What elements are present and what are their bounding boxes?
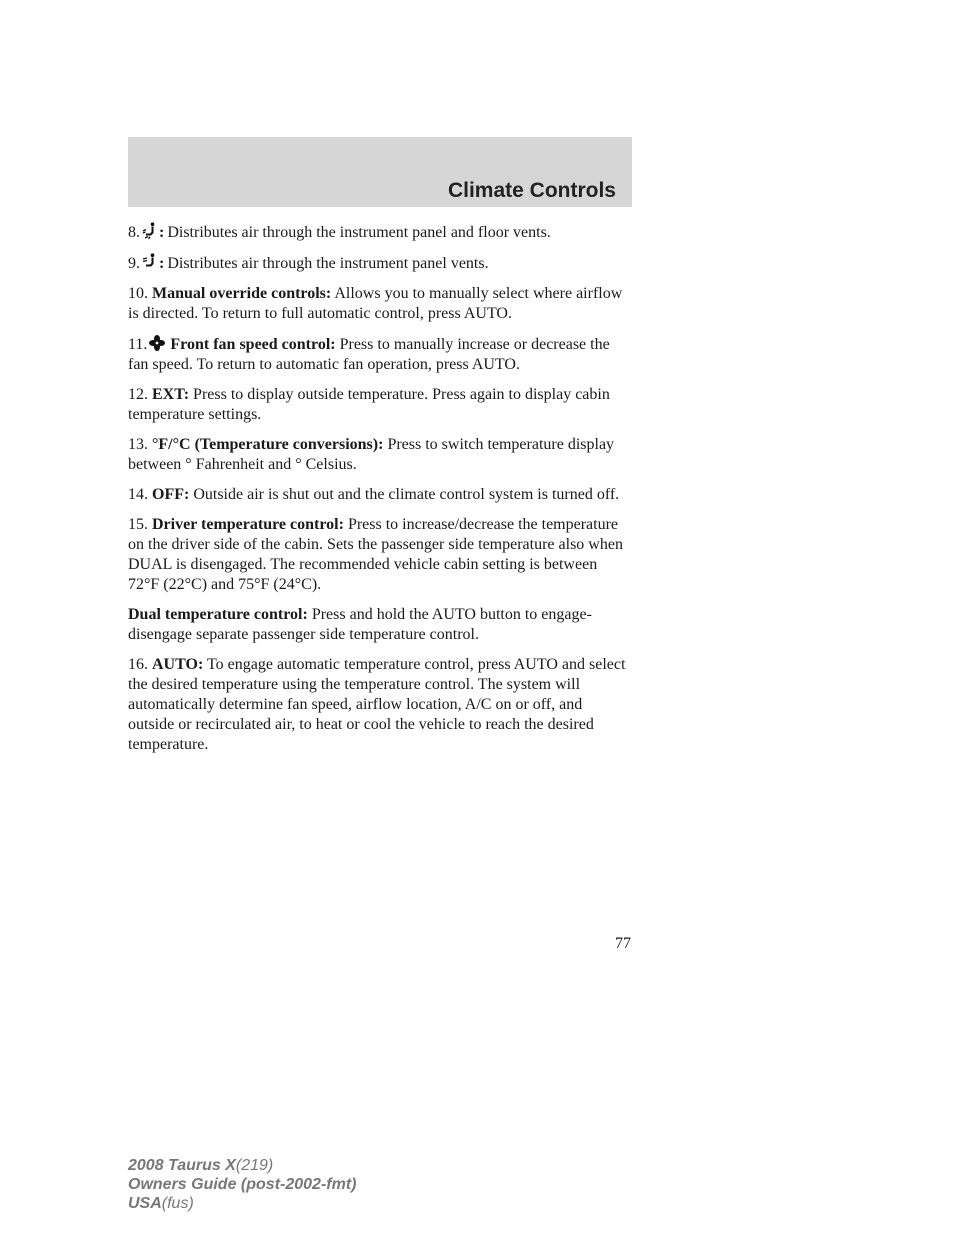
list-item-dual	[128, 605, 632, 645]
item-term: OFF:	[152, 486, 190, 503]
footer	[128, 1156, 356, 1213]
item-text: To engage automatic temperature control, press AUTO and select the desired temperature using the temperature control. The system will automatically determine fan speed, airflow location, A/C on or off, and outside or recirculated air, to heat or cool the vehicle to reach the desired temperature.	[128, 656, 626, 753]
footer-market-code: (fus)	[161, 1195, 194, 1212]
page-number: 77	[615, 935, 631, 952]
item-number: 11.	[128, 336, 148, 353]
list-item-9	[128, 253, 632, 274]
item-text: Outside air is shut out and the climate control system is turned off.	[193, 486, 620, 503]
page-content	[128, 222, 632, 765]
item-term: :	[159, 224, 165, 241]
list-item-13	[128, 435, 632, 475]
item-number: 12.	[128, 386, 148, 403]
footer-guide: Owners Guide (post-2002-fmt)	[128, 1176, 357, 1193]
item-term: AUTO:	[152, 656, 204, 673]
footer-model: 2008 Taurus X	[128, 1157, 236, 1174]
item-number: 10.	[128, 285, 148, 302]
item-term: :	[159, 255, 165, 272]
footer-model-code: (219)	[235, 1157, 274, 1174]
item-term: Driver temperature control:	[152, 516, 344, 533]
footer-line-1	[128, 1156, 356, 1175]
item-text: Press to display outside temperature. Press again to display cabin temperature settings.	[128, 386, 610, 423]
panel-vent-icon	[142, 253, 158, 271]
item-text: Press to increase/decrease the temperature on the driver side of the cabin. Sets the passenger side temperature also when DUAL is disengaged. The recommended vehicle cabin setting is between 72°F (22°C) and 75°F (24°C).	[128, 516, 623, 593]
list-item-12	[128, 385, 632, 425]
item-term: Dual temperature control:	[128, 606, 308, 623]
item-term: Front fan speed control:	[170, 336, 336, 353]
panel-floor-vent-icon	[142, 222, 158, 240]
footer-market: USA	[128, 1195, 162, 1212]
item-number: 8.	[128, 224, 140, 241]
item-text: Press to manually increase or decrease the fan speed. To return to automatic fan operation, press AUTO.	[128, 336, 610, 373]
section-header-band	[128, 137, 632, 207]
list-item-15	[128, 515, 632, 595]
item-term: EXT:	[152, 386, 190, 403]
item-text: Allows you to manually select where airflow is directed. To return to full automatic control, press AUTO.	[128, 285, 623, 322]
item-number: 13.	[128, 436, 148, 453]
item-text: Distributes air through the instrument panel and floor vents.	[167, 224, 551, 241]
list-item-16	[128, 655, 632, 755]
footer-line-2	[128, 1175, 356, 1194]
list-item-11	[128, 334, 632, 375]
item-number: 14.	[128, 486, 148, 503]
item-term: °F/°C (Temperature conversions):	[152, 436, 384, 453]
item-text: Distributes air through the instrument panel vents.	[167, 255, 489, 272]
fan-icon	[149, 334, 165, 352]
item-term: Manual override controls:	[152, 285, 332, 302]
list-item-14	[128, 485, 632, 505]
list-item-10	[128, 284, 632, 324]
item-text: Press to switch temperature display between ° Fahrenheit and ° Celsius.	[128, 436, 615, 473]
list-item-8	[128, 222, 632, 243]
footer-line-3	[128, 1194, 356, 1213]
section-title: Climate Controls	[447, 179, 616, 202]
item-number: 9.	[128, 255, 140, 272]
item-number: 16.	[128, 656, 148, 673]
item-number: 15.	[128, 516, 148, 533]
item-text: Press and hold the AUTO button to engage-disengage separate passenger side temperature control.	[128, 606, 592, 643]
